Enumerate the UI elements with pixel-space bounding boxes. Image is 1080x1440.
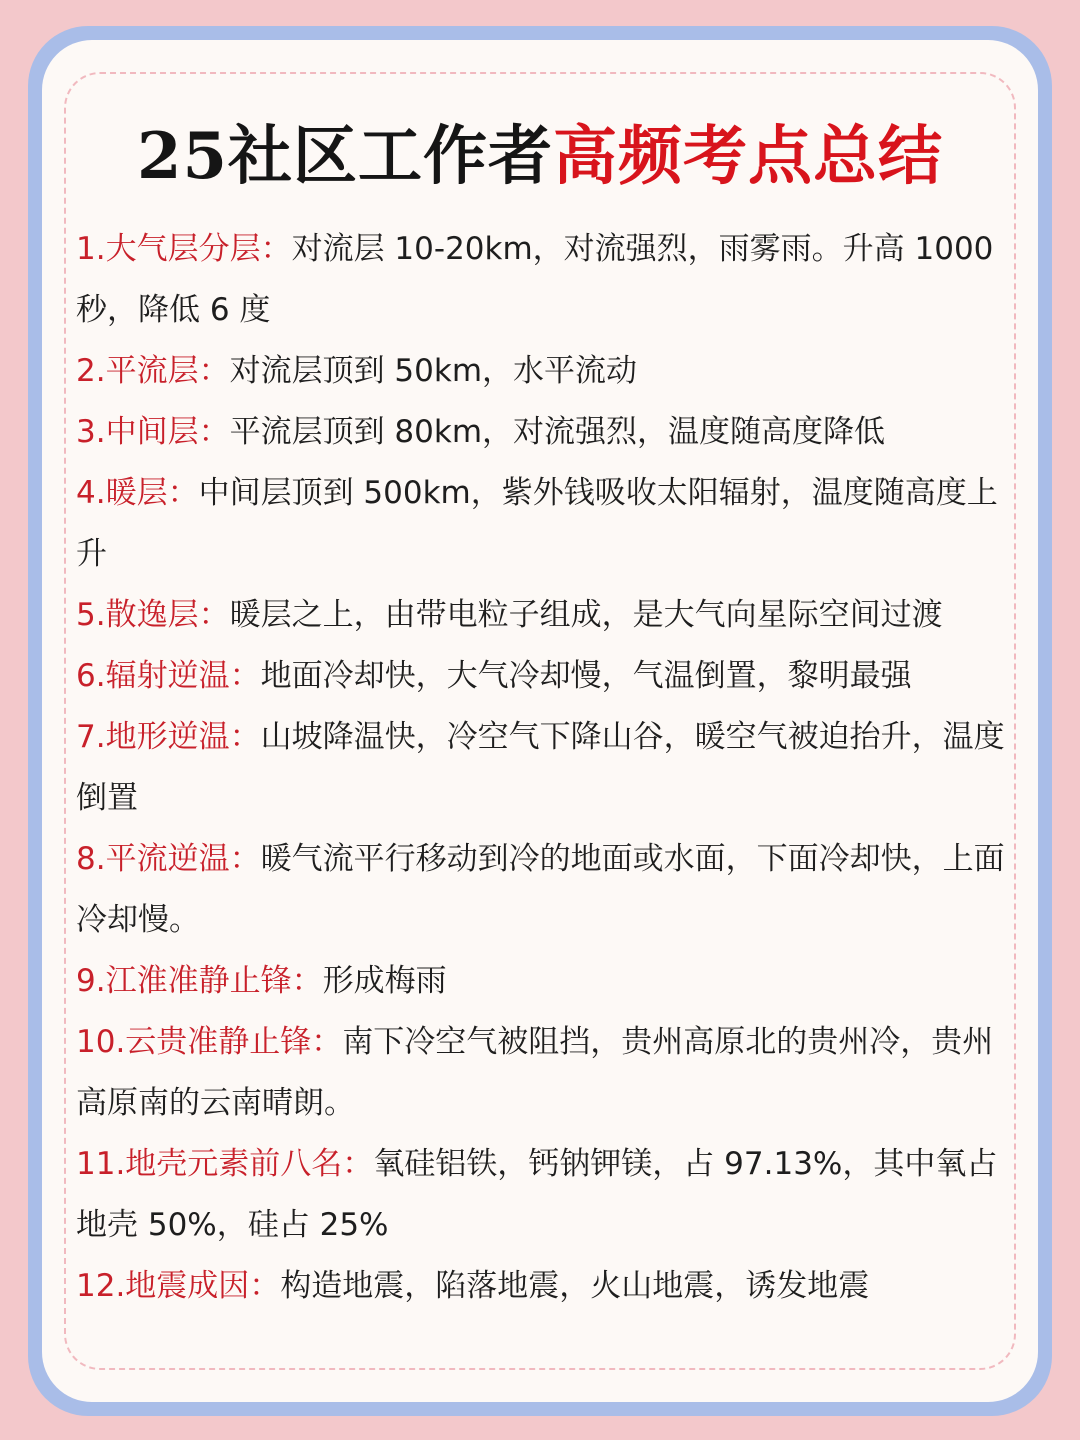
list-item <box>76 463 1006 585</box>
item-text: 构造地震，陷落地震，火山地震，诱发地震 <box>280 1268 870 1304</box>
list-item <box>76 585 1006 646</box>
item-label: 1.大气层分层： <box>76 231 292 267</box>
item-text: 山坡降温快，冷空气下降山谷，暖空气被迫抬升，温度倒置 <box>76 719 1005 816</box>
item-text: 南下冷空气被阻挡，贵州高原北的贵州冷，贵州高原南的云南晴朗。 <box>76 1024 994 1121</box>
page-title <box>0 112 1080 202</box>
item-text: 暖层之上，由带电粒子组成，是大气向星际空间过渡 <box>229 597 943 633</box>
item-text: 地面冷却快，大气冷却慢，气温倒置，黎明最强 <box>260 658 912 694</box>
item-label: 8.平流逆温： <box>76 841 261 877</box>
list-item <box>76 951 1006 1012</box>
item-label: 6.辐射逆温： <box>76 658 261 694</box>
list-item <box>76 707 1006 829</box>
item-label: 5.散逸层： <box>76 597 230 633</box>
item-label: 10.云贵准静止锋： <box>76 1024 343 1060</box>
title-black-part: 25社区工作者 <box>136 119 554 194</box>
list-item <box>76 1012 1006 1134</box>
item-label: 12.地震成因： <box>76 1268 281 1304</box>
item-text: 对流层顶到 50km，水平流动 <box>229 353 638 389</box>
list-item <box>76 219 1006 341</box>
list-item <box>76 341 1006 402</box>
item-label: 3.中间层： <box>76 414 230 450</box>
list-item <box>76 402 1006 463</box>
item-text: 平流层顶到 80km，对流强烈，温度随高度降低 <box>229 414 886 450</box>
list-item <box>76 1256 1006 1317</box>
item-text: 暖气流平行移动到冷的地面或水面，下面冷却快，上面冷却慢。 <box>76 841 1005 938</box>
list-item <box>76 1134 1006 1256</box>
list-item <box>76 646 1006 707</box>
item-text: 对流层 10-20km，对流强烈，雨雾雨。升高 1000 秒，降低 6 度 <box>76 231 994 328</box>
item-label: 9.江淮准静止锋： <box>76 963 323 999</box>
item-label: 2.平流层： <box>76 353 230 389</box>
title-red-part: 高频考点总结 <box>553 119 944 194</box>
item-label: 4.暖层： <box>76 475 199 511</box>
item-text: 中间层顶到 500km，紫外钱吸收太阳辐射，温度随高度上升 <box>76 475 998 572</box>
item-label: 7.地形逆温： <box>76 719 261 755</box>
item-label: 11.地壳元素前八名： <box>76 1146 374 1182</box>
item-text: 形成梅雨 <box>322 963 447 999</box>
list-item <box>76 829 1006 951</box>
knowledge-list <box>76 219 1006 1317</box>
item-text: 氧硅铝铁，钙钠钾镁，占 97.13%，其中氧占地壳 50%，硅占 25% <box>76 1146 998 1243</box>
